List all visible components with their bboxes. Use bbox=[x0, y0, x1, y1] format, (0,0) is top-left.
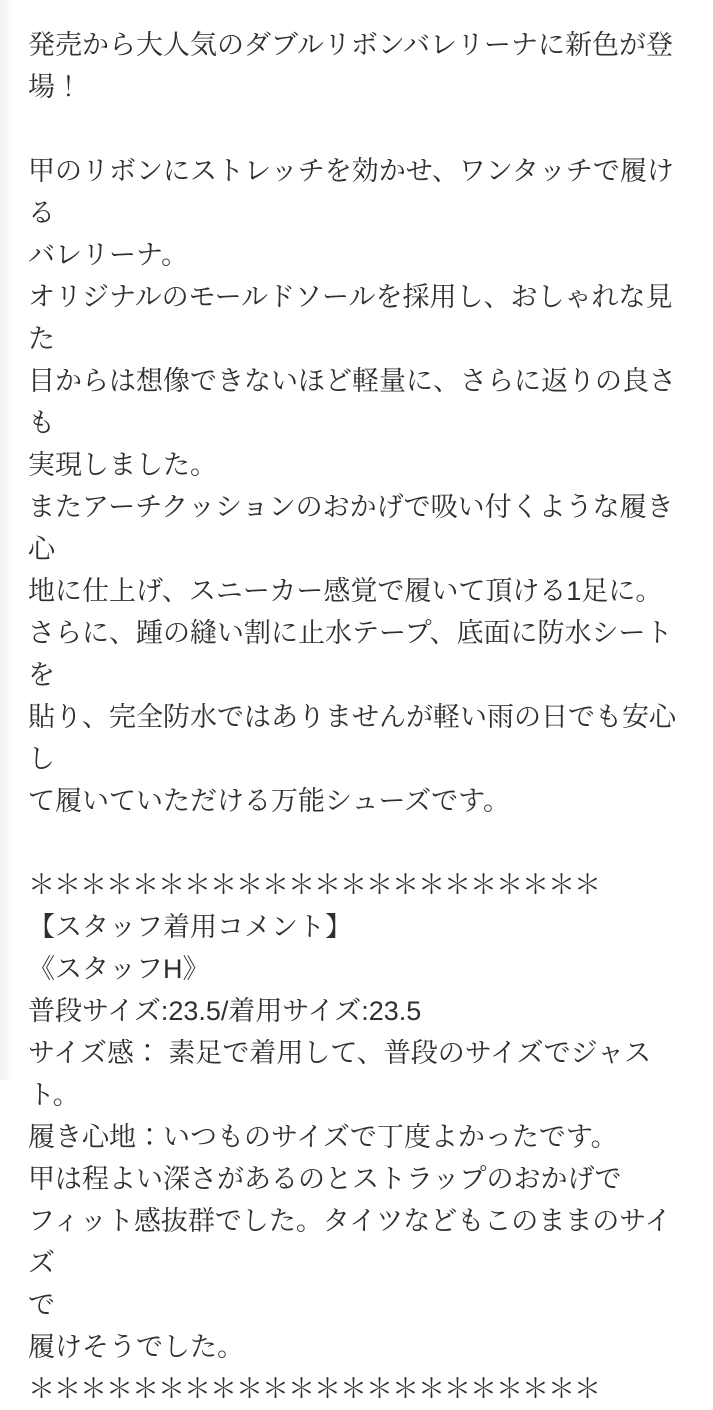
description-line: またアーチクッションのおかげで吸い付くような履き心 bbox=[28, 492, 674, 564]
description-line: さらに、踵の縫い割に止水テープ、底面に防水シートを bbox=[28, 618, 673, 690]
comment-line: 履けそうでした。 bbox=[28, 1332, 244, 1362]
separator-line: ＊＊＊＊＊＊＊＊＊＊＊＊＊＊＊＊＊＊＊＊＊＊ bbox=[28, 870, 600, 900]
staff-name-line: 《スタッフH》 bbox=[28, 954, 210, 984]
comfort-line: 履き心地：いつものサイズで丁度よかったです。 bbox=[28, 1122, 618, 1152]
product-intro-line: 発売から大人気のダブルリボンバレリーナに新色が登 bbox=[28, 30, 674, 60]
comment-line: フィット感抜群でした。タイツなどもこのままのサイズ bbox=[28, 1206, 672, 1278]
separator-line: ＊＊＊＊＊＊＊＊＊＊＊＊＊＊＊＊＊＊＊＊＊＊ bbox=[28, 1374, 600, 1404]
description-line: 目からは想像できないほど軽量に、さらに返りの良さも bbox=[28, 366, 676, 438]
left-edge-shade bbox=[0, 0, 14, 1080]
product-description-document bbox=[28, 24, 691, 1410]
size-feel-line: サイズ感： 素足で着用して、普段のサイズでジャスト。 bbox=[28, 1038, 652, 1110]
size-info-line: 普段サイズ:23.5/着用サイズ:23.5 bbox=[28, 996, 422, 1026]
comment-line: で bbox=[28, 1290, 55, 1320]
comment-line: 甲は程よい深さがあるのとストラップのおかげで bbox=[28, 1164, 622, 1194]
description-line: 地に仕上げ、スニーカー感覚で履いて頂ける1足に。 bbox=[28, 576, 663, 606]
staff-comment-heading: 【スタッフ着用コメント】 bbox=[28, 912, 352, 942]
description-line: 実現しました。 bbox=[28, 450, 217, 480]
description-line: 甲のリボンにストレッチを効かせ、ワンタッチで履ける bbox=[28, 156, 674, 228]
description-line: て履いていただける万能シューズです。 bbox=[28, 786, 510, 816]
description-line: バレリーナ。 bbox=[28, 240, 189, 270]
description-line: 貼り、完全防水ではありませんが軽い雨の日でも安心し bbox=[28, 702, 676, 774]
blank-line bbox=[28, 822, 691, 864]
description-line: オリジナルのモールドソールを採用し、おしゃれな見た bbox=[28, 282, 673, 354]
product-intro-line: 場！ bbox=[28, 72, 82, 102]
blank-line bbox=[28, 108, 691, 150]
